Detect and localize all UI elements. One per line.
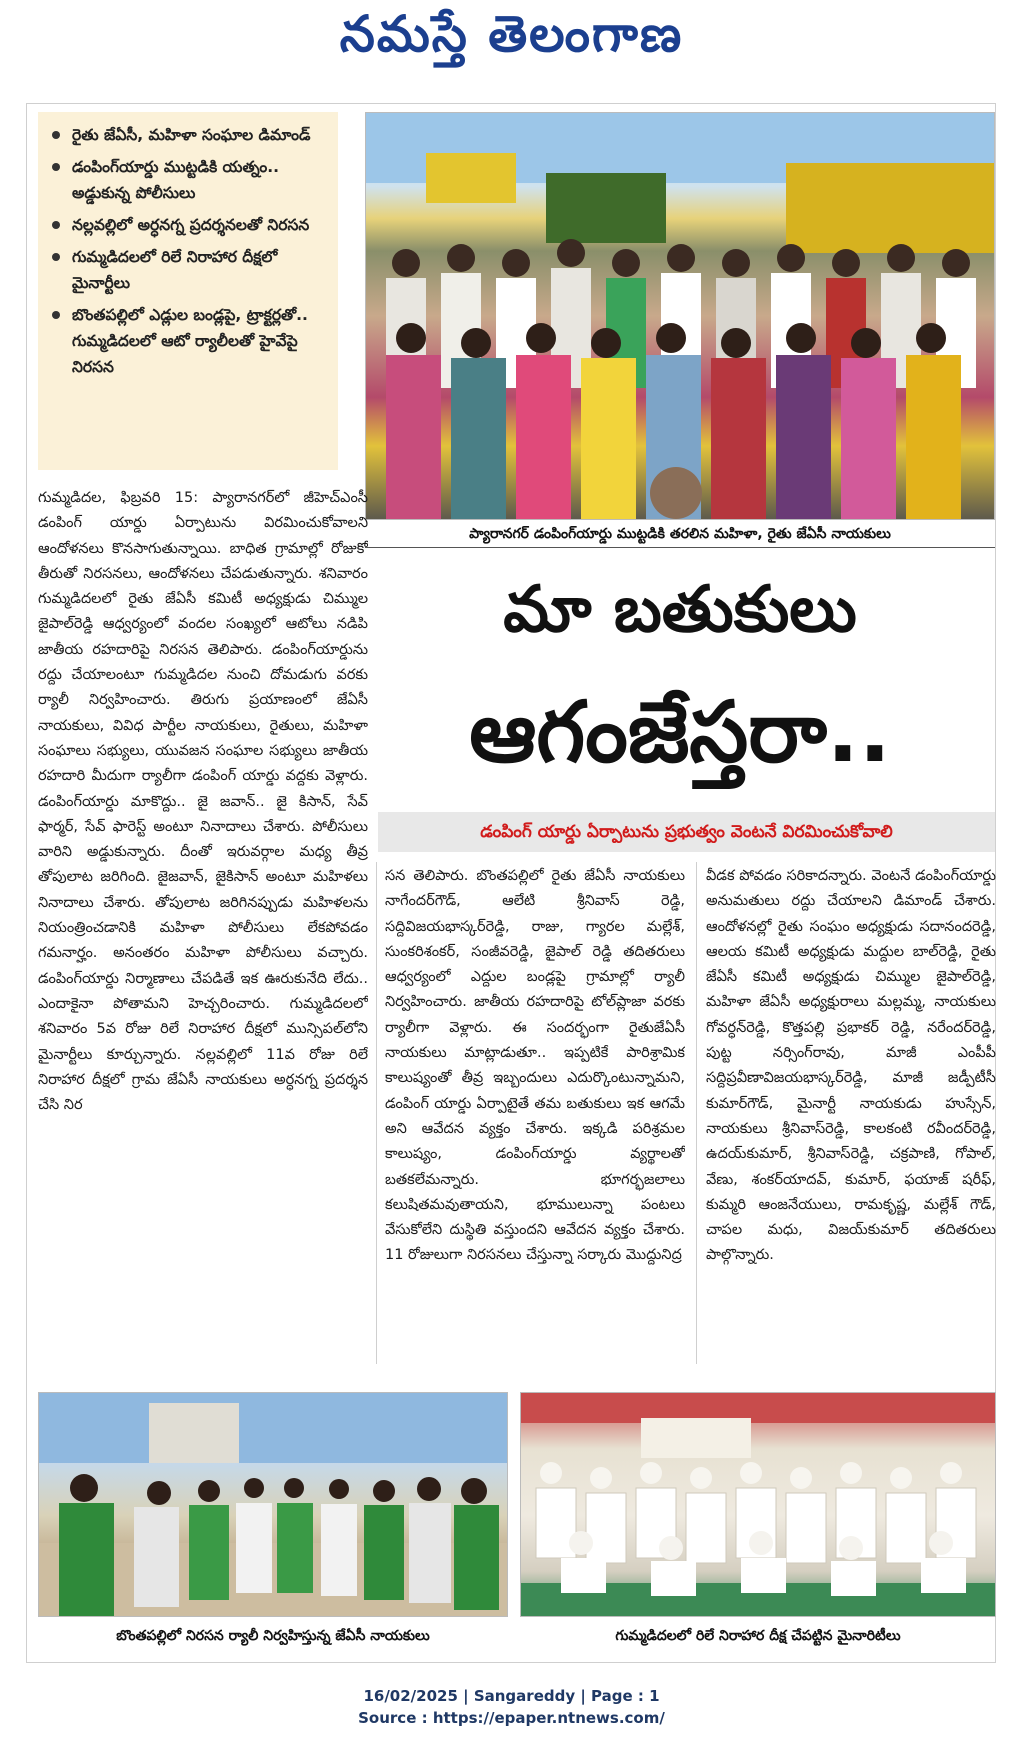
bottom-right-photo <box>520 1392 996 1617</box>
footer-source: Source : https://epaper.ntnews.com/ <box>358 1709 665 1727</box>
column-divider <box>376 862 377 1364</box>
article-column-3: వీడక పోవడం సరికాదన్నారు. వెంటనే డంపింగ్‌యార్డు అనుమతులు రద్దు చేయాలని డిమాండ్ చేశారు. ఆందోళనల్లో రైతు సంఘం అధ్యక్షుడు సదానందరెడ్డి, ఆలయ కమిటీ అధ్యక్షుడు మద్దుల బాల్‌రెడ్డి, రైతు జేఏసీ కమిటీ అధ్యక్షుడు చిమ్ముల జైపాల్‌రెడ్డి, మహిళా జేఏసీ అధ్యక్షురాలు మల్లమ్మ, నాయకులు గోవర్ధన్‌రెడ్డి, కొత్తపల్లి ప్రభాకర్ రెడ్డి, నరేందర్‌రెడ్డి, పుట్ట నర్సింగ్‌రావు, మాజీ ఎంపీపీ సద్దిప్రవీణావిజయభాస్కర్‌రెడ్డి, మాజీ జడ్పీటీసీ కుమార్‌గౌడ్, మైనార్టీ నాయకుడు హుస్సేన్, నాయకులు శ్రీనివాస్‌రెడ్డి, కాలకంటి రవీందర్‌రెడ్డి, ఉదయ్‌కుమార్, శ్రీనివాస్‌రెడ్డి, చక్రపాణి, గోపాల్, వేణు, శంకర్‌యాదవ్, కుమార్, ఫయాజ్ షరీఫ్, కుమ్మరి ఆంజనేయులు, రామకృష్ణ, మల్లేశ్ గౌడ్, చాపల మధు, విజయ్‌కుమార్ తదితరులు పాల్గొన్నారు. <box>706 868 996 1264</box>
bottom-left-photo <box>38 1392 508 1617</box>
highlight-item: డంపింగ్‌యార్డు ముట్టడికి యత్నం.. అడ్డుకున్న పోలీసులు <box>48 154 330 206</box>
highlight-item: రైతు జేఏసీ, మహిళా సంఘాల డిమాండ్ <box>48 122 330 148</box>
hunger-strike-illustration <box>521 1393 996 1617</box>
bottom-left-caption: బొంతపల్లిలో నిరసన ర్యాలీ నిర్వహిస్తున్న జేఏసీ నాయకులు <box>116 1628 430 1644</box>
highlights-box <box>38 112 338 470</box>
headline-line-2: ఆగంజేస్తరా.. <box>469 683 891 781</box>
highlight-item: బొంతపల్లిలో ఎడ్లుల బండ్లపై, ట్రాక్టర్లతో.. గుమ్మడిదలలో ఆటో ర్యాలీలతో హైవేపై నిరసన <box>48 302 330 380</box>
highlight-item: నల్లవల్లిలో అర్ధనగ్న ప్రదర్శనలతో నిరసన <box>48 212 330 238</box>
top-photo-caption: ప్యారానగర్ డంపింగ్‌యార్డు ముట్టడికి తరలిన మహిళా, రైతు జేఏసీ నాయకులు <box>365 526 995 548</box>
bottom-right-caption: గుమ్మడిదలలో రిలే నిరాహార దీక్ష చేపట్టిన మైనారిటీలు <box>615 1628 901 1644</box>
bullet-icon <box>52 311 60 319</box>
article-column-1: గుమ్మడిదల, ఫిబ్రవరి 15: ప్యారానగర్‌లో జీహెచ్‌ఎంసీ డంపింగ్ యార్డు ఏర్పాటును విరమించుకోవాలని ఆందోళనలు కొనసాగుతున్నాయి. బాధిత గ్రామాల్లో రోజుకో తీరుతో నిరసనలు, ఆందోళనలు చేపడుతున్నారు. శనివారం గుమ్మడిదలలో రైతు జేఏసీ కమిటీ అధ్యక్షుడు చిమ్ముల జైపాల్‌రెడ్డి ఆధ్వర్యంలో వందల సంఖ్యలో ఆటోలు నడిపి జాతీయ రహదారిపై నిరసన తెలిపారు. డంపింగ్‌యార్డును రద్దు చేయాలంటూ గుమ్మడిదల నుంచి దోమడుగు వరకు ర్యాలీ నిర్వహించారు. తిరుగు ప్రయాణంలో జేఏసీ నాయకులు, వివిధ పార్టీల నాయకులు, రైతులు, మహిళా సంఘాలు సభ్యులు, యువజన సంఘాల సభ్యులు జాతీయ రహదారి మీదుగా ర్యాలీగా డంపింగ్ యార్డు వద్దకు వెళ్లారు. డంపింగ్‌యార్డు మాకొద్దు.. జై జవాన్.. జై కిసాన్, సేవ్ ఫార్మర్, సేవ్ ఫారెస్ట్ అంటూ నినాదాలు చేశారు. పోలీసులు వారిని అడ్డుకున్నారు. దీంతో ఇరువర్గాల మధ్య తీవ్ర తోపులాట జరిగింది. జైజవాన్, జైకిసాన్ అంటూ మహిళలు నినాదాలు చేశారు. తోపులాట జరిగినప్పుడు మహిళలను నియంత్రించడానికి మహిళా పోలీసులు లేకపోవడం గమనార్హం. అనంతరం మహిళా పోలీసులు వచ్చారు. డంపింగ్‌యార్డు నిర్మాణాలు చేపడితే ఇక ఊరుకునేది లేదు.. ఎందాకైనా పోతామని హెచ్చరించారు. గుమ్మడిదలలో శనివారం 5వ రోజు రిలే నిరాహార దీక్షలో మున్సిపల్‌లోని మైనార్టీలు కూర్చున్నారు. నల్లవల్లిలో 11వ రోజు రిలే నిరాహార దీక్షలో గ్రామ జేఏసీ నాయకులు అర్ధనగ్న ప్రదర్శన చేసి నిర <box>38 490 368 1114</box>
headline-line-1: మా బతుకులు <box>503 573 857 647</box>
bullet-icon <box>52 131 60 139</box>
highlight-item: గుమ్మడిదలలో రిలే నిరాహార దీక్షలో మైనార్టీలు <box>48 244 330 296</box>
top-photo <box>365 112 995 520</box>
protest-crowd-illustration <box>366 113 995 520</box>
column-divider <box>696 862 697 1364</box>
bullet-icon <box>52 163 60 171</box>
subheadline: డంపింగ్ యార్డు ఏర్పాటును ప్రభుత్వం వెంటనే విరమించుకోవాలి <box>378 812 995 852</box>
page-footer <box>0 1685 1023 1729</box>
rally-illustration <box>39 1393 508 1617</box>
article-column-2: సన తెలిపారు. బొంతపల్లిలో రైతు జేఏసీ నాయకులు నాగేందర్‌గౌడ్, ఆలేటి శ్రీనివాస్ రెడ్డి, సద్దివిజయభాస్కర్‌రెడ్డి, రాజు, గ్యారల మల్లేశ్, సుంకరిశంకర్, సంజీవరెడ్డి, జైపాల్ రెడ్డి తదితరులు ఆధ్వర్యంలో ఎద్దుల బండ్లపై గ్రామాల్లో ర్యాలీ నిర్వహించారు. జాతీయ రహదారిపై టోల్‌ప్లాజా వరకు ర్యాలీగా వెళ్లారు. ఈ సందర్భంగా రైతుజేఏసీ నాయకులు మాట్లాడుతూ.. ఇప్పటికే పారిశ్రామిక కాలుష్యంతో తీవ్ర ఇబ్బందులు ఎదుర్కొంటున్నామని, డంపింగ్ యార్డు ఏర్పాటైతే తమ బతుకులు ఇక ఆగమే అని ఆవేదన వ్యక్తం చేశారు. ఇక్కడి పరిశ్రమల కాలుష్యం, డంపింగ్‌యార్డు వ్యర్థాలతో బతకలేమన్నారు. భూగర్భజలాలు కలుషితమవుతాయని, భూములున్నా పంటలు వేసుకోలేని దుస్థితి వస్తుందని ఆవేదన వ్యక్తం చేశారు. 11 రోజులుగా నిరసనలు చేస్తున్నా సర్కారు మొద్దునిద్ర <box>385 868 685 1264</box>
newspaper-title: నమస్తే తెలంగాణ <box>339 4 684 63</box>
bullet-icon <box>52 221 60 229</box>
highlights-list <box>48 122 330 380</box>
footer-date-edition: 16/02/2025 | Sangareddy | Page : 1 <box>363 1687 660 1705</box>
bullet-icon <box>52 253 60 261</box>
masthead <box>0 0 1023 80</box>
